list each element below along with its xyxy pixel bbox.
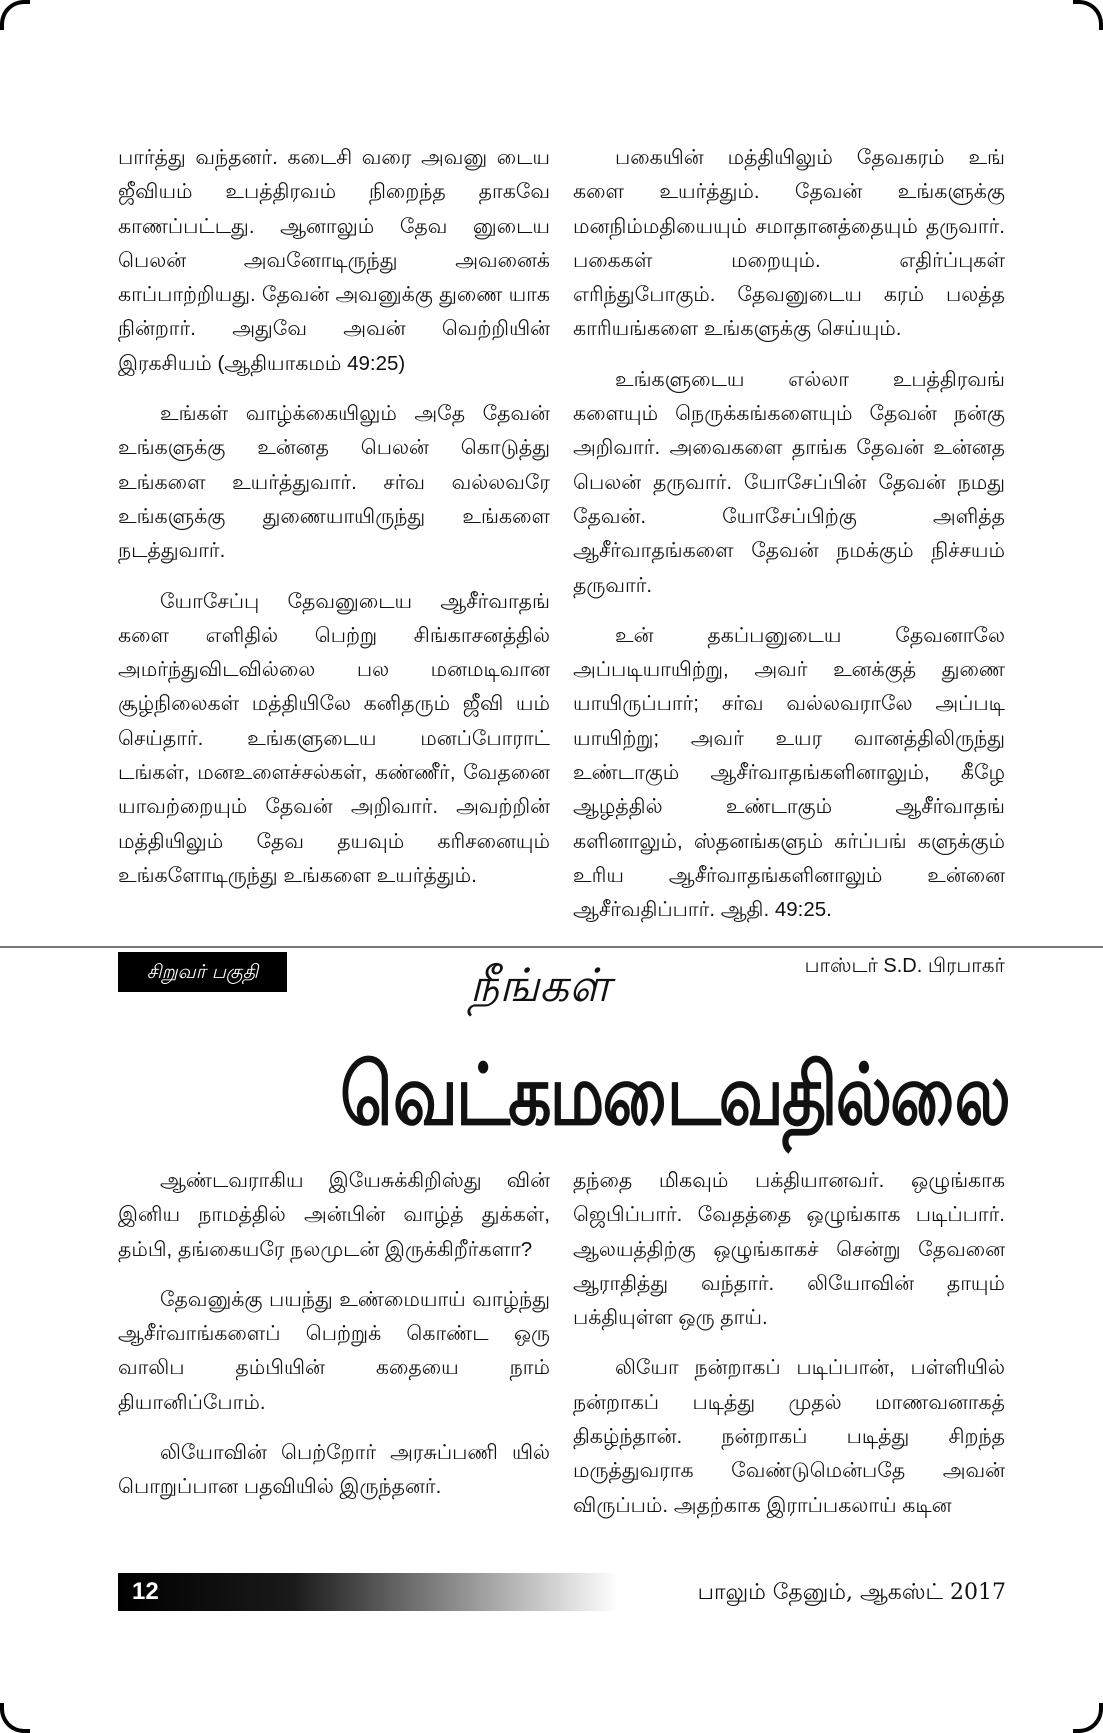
page-corner-top-left [0,0,30,30]
bottom-left-column [118,1164,550,1521]
page-corner-bottom-right [1073,1703,1103,1733]
article-title-line2: வெட்கமடைவதில்லை [340,1046,1009,1145]
section-divider [0,946,1103,948]
footer-bar [118,1573,618,1611]
paragraph: லியோவின் பெற்றோர் அரசுப்பணி யில் பொறுப்பான பதவியில் இருந்தனர். [118,1441,550,1499]
paragraph: ஆண்டவராகிய இயேசுக்கிறிஸ்து வின் இனிய நாமத்தில் அன்பின் வாழ்த் துக்கள், தம்பி, தங்கையரே நலமுடன் இருக்கிறீர்களா? [118,1169,550,1261]
author-name: பாஸ்டர் S.D. பிரபாகர் [804,955,1005,977]
page-corner-top-right [1073,0,1103,30]
paragraph: உன் தகப்பனுடைய தேவனாலே அப்படியாயிற்று, அவர் உனக்குத் துணை யாயிருப்பார்; சர்வ வல்லவராலே அப்படி யாயிற்று; அவர் உயர வானத்திலிருந்து உண்டாகும் ஆசீர்வாதங்களினாலும், கீழே ஆழத்தில் உண்டாகும் ஆசீர்வாதங் களினாலும், ஸ்தனங்களும் கர்ப்பங் களுக்கும் உரிய ஆசீர்வாதங்களினாலும் உன்னை ஆசீர்வதிப்பார். ஆதி. 49:25. [573,623,1005,922]
paragraph: லியோ நன்றாகப் படிப்பான், பள்ளியில் நன்றாகப் படித்து முதல் மாணவனாகத் திகழ்ந்தான். நன்றாகப் படித்து சிறந்த மருத்துவராக வேண்டுமென்பதே அவன் விருப்பம். அதற்காக இராப்பகலாய் கடின [573,1356,1005,1517]
article-title-line1: நீங்கள் [469,958,611,1012]
paragraph: தந்தை மிகவும் பக்தியானவர். ஒழுங்காக ஜெபிப்பார். வேதத்தை ஒழுங்காக படிப்பார். ஆலயத்திற்கு ஒழுங்காகச் சென்று தேவனை ஆராதித்து வந்தார். லியோவின் தாயும் பக்தியுள்ள ஒரு தாய். [573,1169,1005,1330]
page-corner-bottom-left [0,1703,30,1733]
paragraph: பார்த்து வந்தனர். கடைசி வரை அவனு டைய ஜீவியம் உபத்திரவம் நிறைந்த தாகவே காணப்பட்டது. ஆனாலும் தேவ னுடைய பெலன் அவனோடிருந்து அவனைக் காப்பாற்றியது. தேவன் அவனுக்கு துணை யாக நின்றார். அதுவே அவன் வெற்றியின் இரகசியம் (ஆதியாகமம் 49:25) [118,146,550,375]
paragraph: உங்கள் வாழ்க்கையிலும் அதே தேவன் உங்களுக்கு உன்னத பெலன் கொடுத்து உங்களை உயர்த்துவார். சர்வ வல்லவரே உங்களுக்கு துணையாயிருந்து உங்களை நடத்துவார். [118,402,550,563]
top-left-column [118,141,550,909]
paragraph: யோசேப்பு தேவனுடைய ஆசீர்வாதங் களை எளிதில் பெற்று சிங்காசனத்தில் அமர்ந்துவிடவில்லை பல மனமடிவான சூழ்நிலைகள் மத்தியிலே கனிதரும் ஜீவி யம் செய்தார். உங்களுடைய மனப்போராட் டங்கள், மனஉளைச்சல்கள், கண்ணீர், வேதனை யாவற்றையும் தேவன் அறிவார். அவற்றின் மத்தியிலும் தேவ தயவும் கரிசனையும் உங்களோடிருந்து உங்களை உயர்த்தும். [118,589,550,887]
paragraph: உங்களுடைய எல்லா உபத்திரவங் களையும் நெருக்கங்களையும் தேவன் நன்கு அறிவார். அவைகளை தாங்க தேவன் உன்னத பெலன் தருவார். யோசேப்பின் தேவன் நமது தேவன். யோசேப்பிற்கு அளித்த ஆசீர்வாதங்களை தேவன் நமக்கும் நிச்சயம் தருவார். [573,367,1005,597]
magazine-footer-title: பாலும் தேனும், ஆகஸ்ட் 2017 [697,1580,1006,1605]
paragraph: பகையின் மத்தியிலும் தேவகரம் உங் களை உயர்த்தும். தேவன் உங்களுக்கு மனநிம்மதியையும் சமாதானத்தையும் தருவார். பகைகள் மறையும். எதிர்ப்புகள் எரிந்துபோகும். தேவனுடைய கரம் பலத்த காரியங்களை உங்களுக்கு செய்யும். [573,146,1005,341]
paragraph: தேவனுக்கு பயந்து உண்மையாய் வாழ்ந்து ஆசீர்வாங்களைப் பெற்றுக் கொண்ட ஒரு வாலிப தம்பியின் கதையை நாம் தியானிப்போம். [118,1287,550,1414]
bottom-right-column [573,1164,1005,1539]
section-tag: சிறுவர் பகுதி [118,952,287,992]
top-right-column [573,141,1005,944]
page-number: 12 [132,1578,159,1605]
